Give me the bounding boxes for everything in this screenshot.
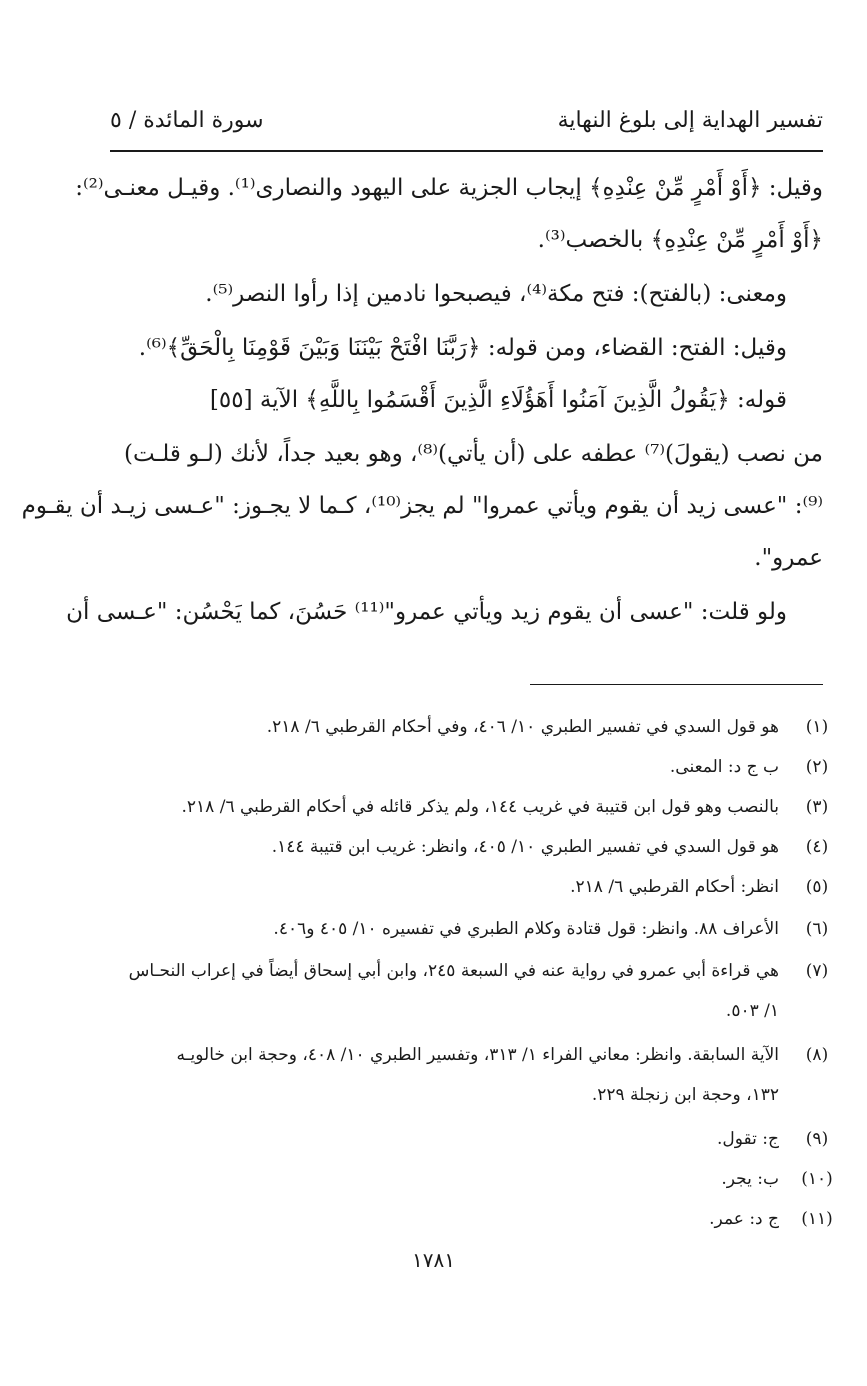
text-line: وقيل: الفتح: القضاء، ومن قوله: ﴿رَبَّنَا افْتَحْ بَيْنَنَا وَبَيْنَ قَوْمِنَا بِالْحَقِّ﴾⁽⁶⁾.	[138, 335, 787, 361]
footnote-text: الأعراف ٨٨. وانظر: قول قتادة وكلام الطبري في تفسيره ١٠/ ٤٠٥ و٤٠٦.	[273, 919, 779, 939]
running-header	[110, 108, 823, 148]
footnote-text: ١/ ٥٠٣.	[725, 1001, 779, 1021]
footnote-text: ج د: عمر.	[709, 1209, 779, 1229]
footnote	[0, 1124, 867, 1154]
footnote-text: هي قراءة أبي عمرو في رواية عنه في السبعة ٢٤٥، وابن أبي إسحاق أيضاً في إعراب النحـاس	[128, 961, 779, 981]
footnote-text: هو قول السدي في تفسير الطبري ١٠/ ٤٠٦، وفي أحكام القرطبي ٦/ ٢١٨.	[266, 717, 779, 737]
footnote	[0, 792, 867, 822]
footnote-text: ب ج د: المعنى.	[669, 757, 779, 777]
text-line: ﴿أَوْ أَمْرٍ مِّنْ عِنْدِهِ﴾ بالخصب⁽³⁾.	[537, 227, 823, 253]
text-line: وقيل: ﴿أَوْ أَمْرٍ مِّنْ عِنْدِهِ﴾ إيجاب الجزية على اليهود والنصارى⁽¹⁾. وقيـل معنـى⁽²⁾:	[75, 175, 823, 201]
text-line: قوله: ﴿يَقُولُ الَّذِينَ آمَنُوا أَهَؤُلَاءِ الَّذِينَ أَقْسَمُوا بِاللَّهِ﴾ الآية [٥٥]	[209, 387, 787, 413]
footnote	[0, 872, 867, 902]
footnote	[0, 712, 867, 742]
surah-label: سورة المائدة / ٥	[110, 108, 264, 133]
footnote-number: (٦)	[805, 919, 829, 939]
footnote-text: ب: يجر.	[721, 1169, 779, 1189]
footnote-number: (٧)	[805, 961, 829, 981]
footnote-continuation	[0, 1080, 867, 1110]
footnote-continuation	[0, 996, 867, 1026]
footnote-text: انظر: أحكام القرطبي ٦/ ٢١٨.	[570, 877, 779, 897]
footnote-number: (١١)	[801, 1209, 833, 1229]
footnote-number: (٢)	[805, 757, 829, 777]
book-title: تفسير الهداية إلى بلوغ النهاية	[557, 108, 823, 133]
footnote-text: بالنصب وهو قول ابن قتيبة في غريب ١٤٤، ولم يذكر قائله في أحكام القرطبي ٦/ ٢١٨.	[181, 797, 779, 817]
footnote-number: (١)	[805, 717, 829, 737]
footnote-number: (٩)	[805, 1129, 829, 1149]
text-line: ⁽⁹⁾: "عسى زيد أن يقوم ويأتي عمروا" لم يجز⁽¹⁰⁾، كـما لا يجـوز: "عـسى زيـد أن يقـوم	[21, 493, 823, 519]
footnote-text: ١٣٢، وحجة ابن زنجلة ٢٢٩.	[591, 1085, 779, 1105]
footnote	[0, 956, 867, 986]
footnote	[0, 1040, 867, 1070]
footnote-number: (٥)	[805, 877, 829, 897]
footnote-text: هو قول السدي في تفسير الطبري ١٠/ ٤٠٥، وانظر: غريب ابن قتيبة ١٤٤.	[271, 837, 779, 857]
text-line: ولو قلت: "عسى أن يقوم زيد ويأتي عمرو"⁽¹¹⁾ حَسُنَ، كما يَحْسُن: "عـسى أن	[66, 599, 787, 625]
footnote-number: (٣)	[805, 797, 829, 817]
footnote	[0, 752, 867, 782]
header-rule	[110, 150, 823, 152]
text-line: من نصب (يقولَ)⁽⁷⁾ عطفه على (أن يأتي)⁽⁸⁾، وهو بعيد جداً، لأنك (لـو قلـت)	[124, 441, 823, 467]
footnote	[0, 832, 867, 862]
footnote-number: (٨)	[805, 1045, 829, 1065]
page-number: ١٧٨١	[412, 1248, 455, 1272]
footnote-text: الآية السابقة. وانظر: معاني الفراء ١/ ٣١٣، وتفسير الطبري ١٠/ ٤٠٨، وحجة ابن خالويـه	[176, 1045, 779, 1065]
footnote-number: (٤)	[805, 837, 829, 857]
text-line: ومعنى: (بالفتح): فتح مكة⁽⁴⁾، فيصبحوا نادمين إذا رأوا النصر⁽⁵⁾.	[205, 281, 787, 307]
footnote	[0, 1164, 867, 1194]
text-line: عمرو".	[754, 545, 823, 571]
footnote-rule	[530, 684, 823, 685]
footnote-text: ج: تقول.	[717, 1129, 779, 1149]
footnote-number: (١٠)	[801, 1169, 833, 1189]
footnote	[0, 914, 867, 944]
footnote	[0, 1204, 867, 1234]
